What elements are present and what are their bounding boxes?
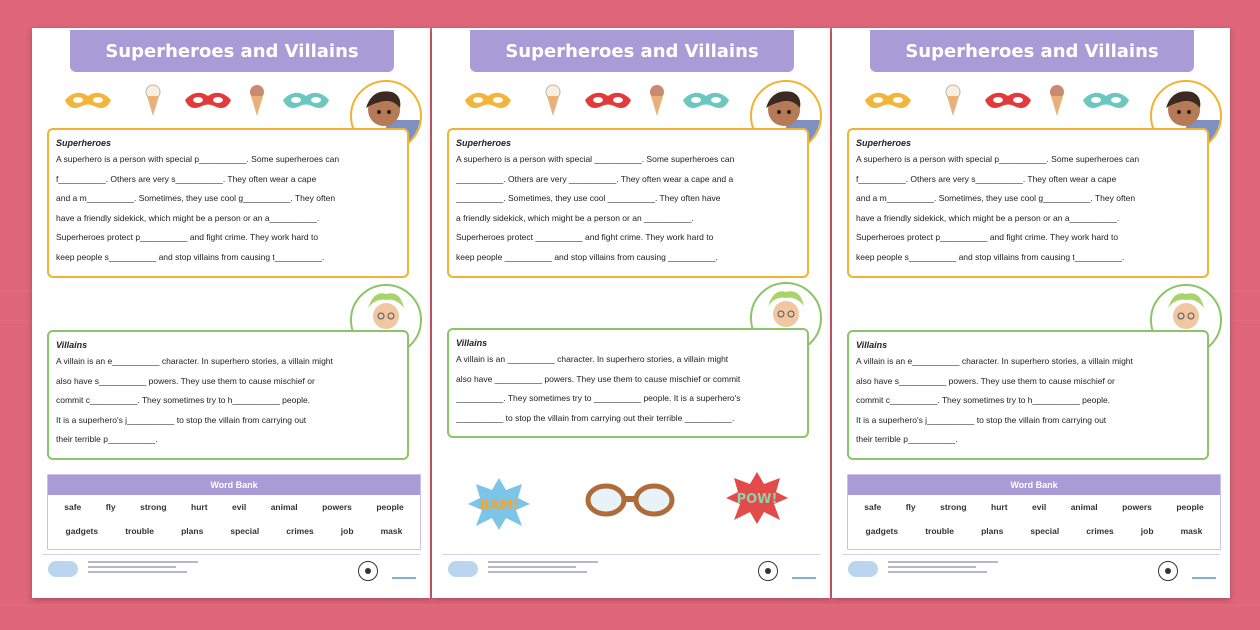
- cloze-line: and a m__________. Sometimes, they use cool g__________. They often: [856, 193, 1136, 203]
- svg-text:BAM!: BAM!: [479, 498, 519, 513]
- bam-sticker-icon: [466, 476, 532, 530]
- cloze-line: Superheroes protect p__________ and fight crime. They work hard to: [856, 232, 1119, 242]
- cloze-line: keep people s__________ and stop villains from causing t__________.: [856, 251, 1125, 262]
- word-bank-row: [848, 495, 1220, 519]
- word-bank-word: powers: [322, 502, 352, 512]
- badge-icon: [358, 561, 378, 581]
- cloze-line: Superheroes protect p__________ and fight crime. They work hard to: [56, 232, 319, 242]
- section-heading: Villains: [56, 340, 88, 350]
- word-bank-word: hurt: [991, 502, 1008, 512]
- cloze-line: It is a superhero's j__________ to stop the villain from carrying out: [856, 414, 1107, 425]
- red-mask-icon: [582, 86, 634, 116]
- cloze-line: A villain is an __________ character. In superhero stories, a villain might: [456, 354, 729, 364]
- yellow-mask-icon: [462, 86, 514, 116]
- word-bank-word: animal: [1070, 502, 1098, 512]
- goggles-icon: [584, 480, 676, 520]
- ice-cream-icon: [144, 84, 162, 118]
- cloze-line: A superhero is a person with special p__________. Some superheroes can: [56, 154, 340, 164]
- ice-cream-icon: [248, 84, 266, 118]
- word-bank-heading: Word Bank: [848, 475, 1220, 495]
- word-bank-word: people: [1176, 502, 1204, 512]
- worksheet-footer: [842, 554, 1220, 585]
- worksheet-2: [432, 28, 830, 598]
- footer-fine-print: [88, 561, 198, 579]
- word-bank-word: hurt: [191, 502, 208, 512]
- word-bank: [47, 474, 421, 550]
- worksheet-title-bar: [70, 30, 394, 72]
- ice-cream-icon: [648, 84, 666, 118]
- word-bank-row: [848, 519, 1220, 543]
- cloze-line: It is a superhero's j__________ to stop the villain from carrying out: [56, 414, 307, 425]
- word-bank-heading: Word Bank: [48, 475, 420, 495]
- superheroes-section: [847, 128, 1209, 278]
- cloze-line: have a friendly sidekick, which might be a person or an a__________.: [856, 212, 1120, 223]
- cloze-line: A superhero is a person with special p__________. Some superheroes can: [856, 154, 1140, 164]
- graduation-hat-icon: [392, 563, 416, 579]
- teal-mask-icon: [1080, 86, 1132, 116]
- villains-section: [447, 328, 809, 438]
- cloze-line: __________ to stop the villain from carrying out their terrible __________.: [456, 412, 735, 423]
- svg-text:POW!: POW!: [736, 492, 778, 507]
- word-bank-word: crimes: [1086, 526, 1114, 536]
- word-bank: [847, 474, 1221, 550]
- red-mask-icon: [982, 86, 1034, 116]
- section-heading: Villains: [856, 340, 888, 350]
- cloze-line: keep people s__________ and stop villains from causing t__________.: [56, 251, 325, 262]
- cloze-line: A villain is an e__________ character. In superhero stories, a villain might: [856, 356, 1133, 366]
- cloze-line: a friendly sidekick, which might be a person or an __________.: [456, 212, 694, 223]
- yellow-mask-icon: [62, 86, 114, 116]
- word-bank-word: trouble: [125, 526, 155, 536]
- word-bank-word: animal: [270, 502, 298, 512]
- worksheet-title-bar: [870, 30, 1194, 72]
- badge-icon: [758, 561, 778, 581]
- worksheet-3: [832, 28, 1230, 598]
- teal-mask-icon: [680, 86, 732, 116]
- cloze-line: Superheroes protect __________ and fight crime. They work hard to: [456, 232, 714, 242]
- word-bank-word: safe: [64, 502, 82, 512]
- word-bank-word: mask: [380, 526, 403, 536]
- word-bank-word: crimes: [286, 526, 314, 536]
- section-heading: Superheroes: [856, 138, 912, 148]
- graduation-hat-icon: [1192, 563, 1216, 579]
- word-bank-word: plans: [981, 526, 1004, 536]
- word-bank-word: strong: [140, 502, 167, 512]
- teal-mask-icon: [280, 86, 332, 116]
- cloze-line: A superhero is a person with special __________. Some superheroes can: [456, 154, 735, 164]
- word-bank-word: people: [376, 502, 404, 512]
- word-bank-word: gadgets: [865, 526, 899, 536]
- cloze-line: and a m__________. Sometimes, they use cool g__________. They often: [56, 193, 336, 203]
- word-bank-word: evil: [1032, 502, 1047, 512]
- word-bank-word: mask: [1180, 526, 1203, 536]
- word-bank-word: fly: [905, 502, 916, 512]
- cloze-line: commit c__________. They sometimes try to h__________ people.: [856, 395, 1111, 405]
- word-bank-word: plans: [181, 526, 204, 536]
- footer-fine-print: [888, 561, 998, 579]
- word-bank-word: safe: [864, 502, 882, 512]
- badge-icon: [1158, 561, 1178, 581]
- cloze-line: A villain is an e__________ character. In superhero stories, a villain might: [56, 356, 333, 366]
- worksheet-title: Superheroes and Villains: [505, 40, 759, 62]
- word-bank-row: [48, 519, 420, 543]
- worksheet-footer: [42, 554, 420, 585]
- section-heading: Superheroes: [56, 138, 112, 148]
- worksheet-1: [32, 28, 430, 598]
- word-bank-word: job: [340, 526, 354, 536]
- cloze-line: also have s__________ powers. They use them to cause mischief or: [856, 375, 1115, 386]
- word-bank-row: [48, 495, 420, 519]
- word-bank-word: trouble: [925, 526, 955, 536]
- cloze-line: f__________. Others are very s__________. They often wear a cape: [56, 173, 317, 184]
- pow-sticker-icon: [724, 470, 790, 524]
- cloze-line: their terrible p__________.: [856, 434, 958, 444]
- worksheet-title-bar: [470, 30, 794, 72]
- cloze-line: f__________. Others are very s__________. They often wear a cape: [856, 173, 1117, 184]
- brand-logo-icon: [848, 561, 878, 577]
- cloze-line: their terrible p__________.: [56, 434, 158, 444]
- cloze-line: have a friendly sidekick, which might be a person or an a__________.: [56, 212, 320, 223]
- ice-cream-icon: [944, 84, 962, 118]
- brand-logo-icon: [448, 561, 478, 577]
- word-bank-word: fly: [105, 502, 116, 512]
- cloze-line: __________. They sometimes try to __________ people. It is a superhero's: [456, 393, 741, 403]
- worksheet-title: Superheroes and Villains: [905, 40, 1159, 62]
- cloze-line: keep people __________ and stop villains from causing __________.: [456, 251, 718, 262]
- word-bank-word: special: [1030, 526, 1060, 536]
- word-bank-word: evil: [232, 502, 247, 512]
- villains-section: [47, 330, 409, 460]
- section-heading: Villains: [456, 338, 488, 348]
- footer-fine-print: [488, 561, 598, 579]
- cloze-line: __________. Sometimes, they use cool __________. They often have: [456, 193, 721, 203]
- cloze-line: commit c__________. They sometimes try to h__________ people.: [56, 395, 311, 405]
- superheroes-section: [47, 128, 409, 278]
- cloze-line: also have s__________ powers. They use them to cause mischief or: [56, 375, 315, 386]
- word-bank-word: job: [1140, 526, 1154, 536]
- word-bank-word: gadgets: [65, 526, 99, 536]
- ice-cream-icon: [1048, 84, 1066, 118]
- word-bank-word: powers: [1122, 502, 1152, 512]
- brand-logo-icon: [48, 561, 78, 577]
- word-bank-word: strong: [940, 502, 967, 512]
- villains-section: [847, 330, 1209, 460]
- word-bank-word: special: [230, 526, 260, 536]
- graduation-hat-icon: [792, 563, 816, 579]
- ice-cream-icon: [544, 84, 562, 118]
- cloze-line: __________. Others are very __________. They often wear a cape and a: [456, 173, 734, 184]
- red-mask-icon: [182, 86, 234, 116]
- worksheet-footer: [442, 554, 820, 585]
- section-heading: Superheroes: [456, 138, 512, 148]
- cloze-line: also have __________ powers. They use them to cause mischief or commit: [456, 373, 741, 384]
- yellow-mask-icon: [862, 86, 914, 116]
- superheroes-section: [447, 128, 809, 278]
- worksheet-title: Superheroes and Villains: [105, 40, 359, 62]
